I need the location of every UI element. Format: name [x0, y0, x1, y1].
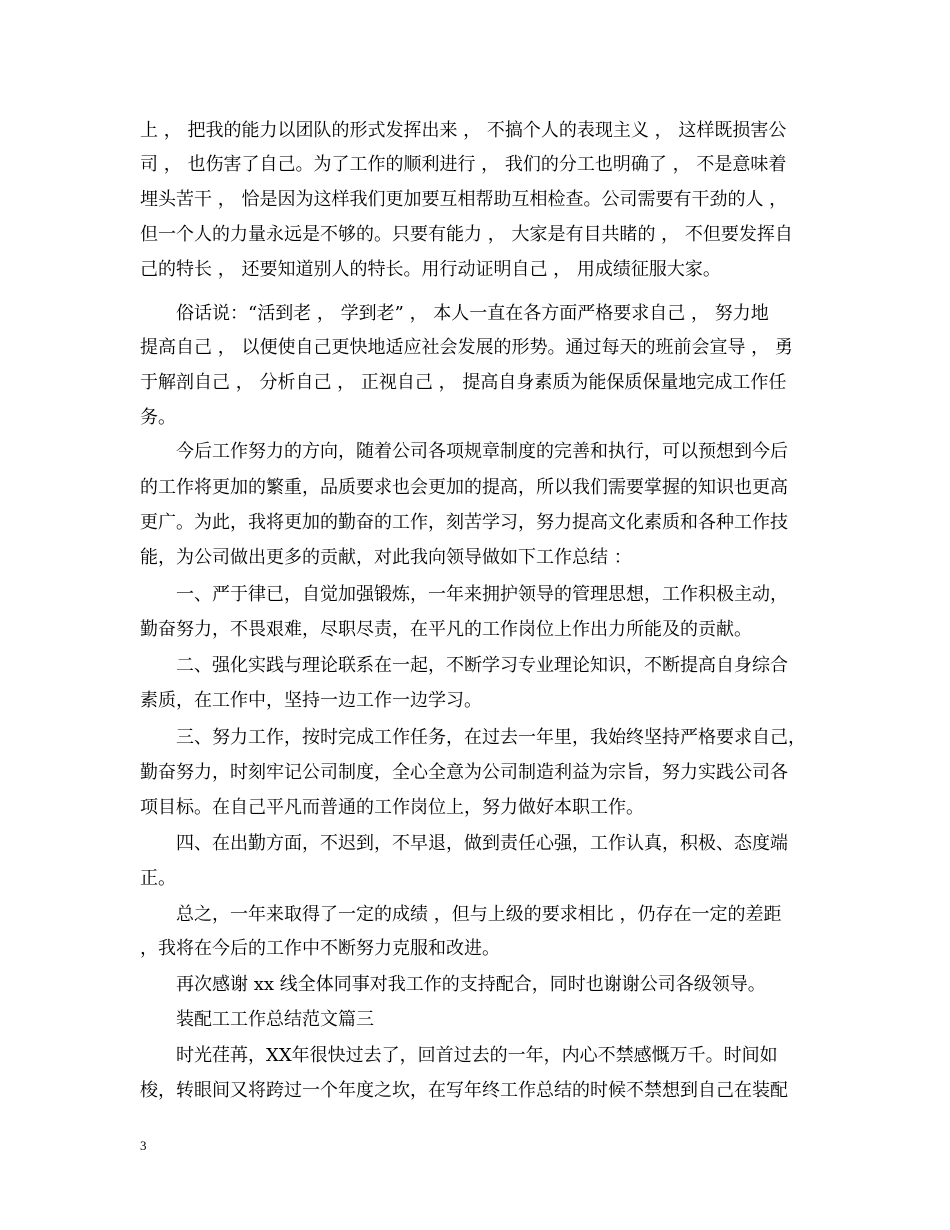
text-line: 的工作将更加的繁重，品质要求也会更加的提高，所以我们需要掌握的知识也更高 [140, 477, 788, 498]
text-line: 项目标。在自己平凡而普通的工作岗位上，努力做好本职工作。 [140, 797, 644, 818]
text-line: 素质，在工作中，坚持一边工作一边学习。 [140, 690, 482, 711]
text-line: 再次感谢 xx 线全体同事对我工作的支持配合，同时也谢谢公司各级领导。 [176, 974, 766, 995]
text-line: ，我将在今后的工作中不断努力克服和改进。 [140, 938, 500, 959]
page-number: 3 [140, 1138, 147, 1153]
text-line: 司 ， 也伤害了自己。为了工作的顺利进行 ， 我们的分工也明确了 ， 不是意味着 [140, 154, 787, 175]
text-line: 正。 [140, 868, 176, 889]
text-line: 更广。为此，我将更加的勤奋的工作，刻苦学习，努力提高文化素质和各种工作技 [140, 512, 788, 533]
text-line: 俗话说：“活到老 ， 学到老” ， 本人一直在各方面严格要求自己 ， 努力地 [176, 303, 769, 324]
text-line: 二、强化实践与理论联系在一起，不断学习专业理论知识，不断提高自身综合 [176, 655, 788, 676]
text-line: 埋头苦干 ， 恰是因为这样我们更加要互相帮助互相检查。公司需要有干劲的人 ， [140, 189, 788, 210]
text-line: 但一个人的力量永远是不够的。只要有能力 ， 大家是有目共睹的 ， 不但要发挥自 [140, 224, 793, 245]
text-line: 务。 [140, 407, 176, 428]
text-line: 提高自己 ， 以便使自己更快地适应社会发展的形势。通过每天的班前会宣导 ， 勇 [140, 337, 793, 358]
text-line: 己的特长 ， 还要知道别人的特长。用行动证明自己 ， 用成绩征服大家。 [140, 259, 721, 280]
text-line: 四、在出勤方面，不迟到，不早退，做到责任心强，工作认真，积极、态度端 [176, 833, 788, 854]
text-line: 梭，转眼间又将跨过一个年度之坎，在写年终工作总结的时候不禁想到自己在装配 [140, 1080, 788, 1101]
section-heading: 装配工工作总结范文篇三 [176, 1009, 374, 1030]
text-line: 今后工作努力的方向，随着公司各项规章制度的完善和执行，可以预想到今后 [176, 441, 788, 462]
text-line: 时光荏苒，XX年很快过去了，回首过去的一年，内心不禁感慨万千。时间如 [176, 1045, 778, 1066]
text-line: 一、严于律已，自觉加强锻炼，一年来拥护领导的管理思想，工作积极主动， [176, 584, 788, 605]
text-line: 勤奋努力，时刻牢记公司制度，全心全意为公司制造利益为宗旨，努力实践公司各 [140, 762, 788, 783]
text-line: 勤奋努力，不畏艰难，尽职尽责，在平凡的工作岗位上作出力所能及的贡献。 [140, 619, 752, 640]
text-line: 三、努力工作，按时完成工作任务，在过去一年里，我始终坚持严格要求自己， [176, 727, 806, 748]
text-line: 于解剖自己 ， 分析自己 ， 正视自己 ， 提高自身素质为能保质保量地完成工作任 [140, 372, 787, 393]
text-line: 能，为公司做出更多的贡献，对此我向领导做如下工作总结 ： [140, 547, 632, 568]
text-line: 总之，一年来取得了一定的成绩 ，但与上级的要求相比 ，仍存在一定的差距 [176, 904, 782, 925]
text-line: 上 ， 把我的能力以团队的形式发挥出来 ， 不搞个人的表现主义 ， 这样既损害公 [140, 120, 787, 141]
